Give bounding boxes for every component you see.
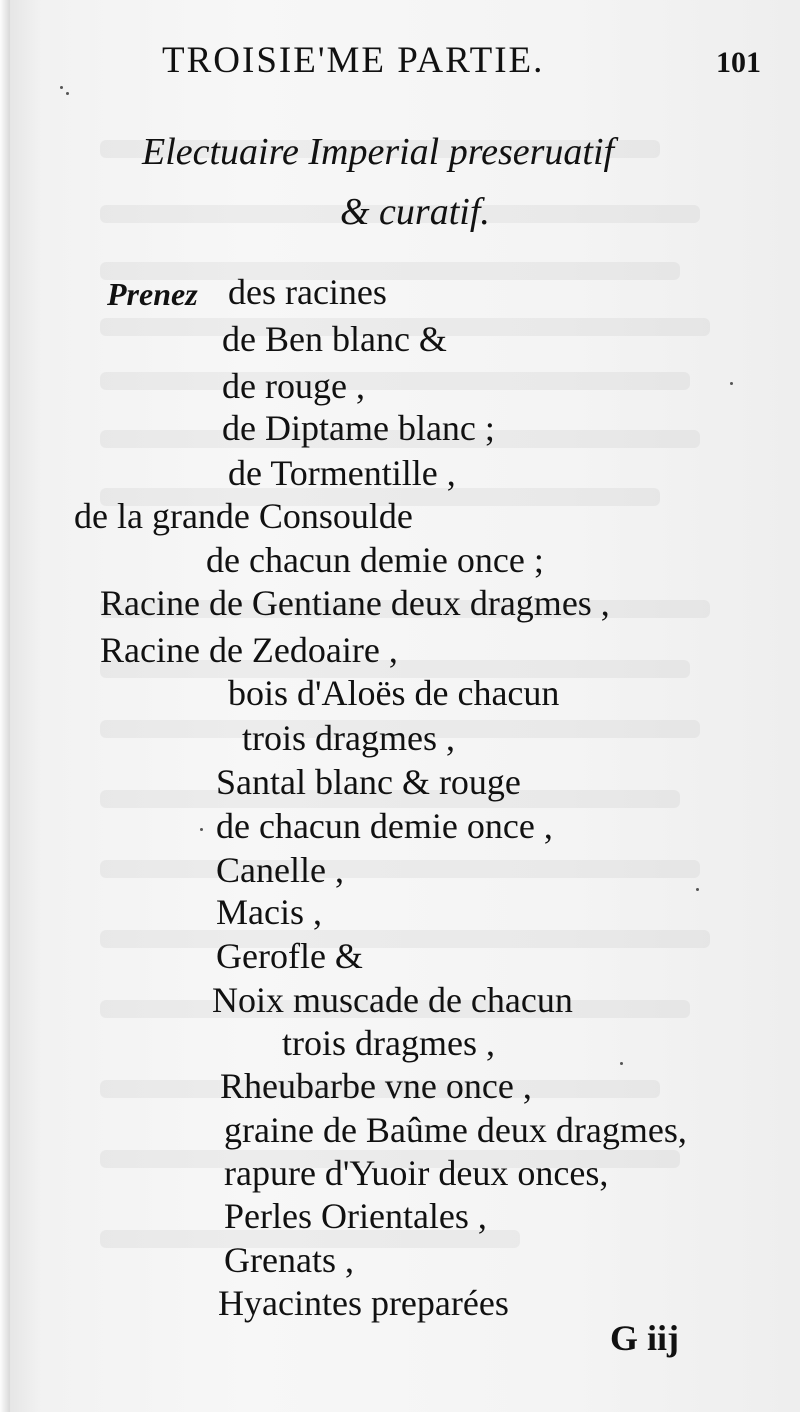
ingredient-line: Hyacintes preparées: [218, 1283, 509, 1323]
section-title-line-2: & curatif.: [340, 191, 490, 233]
ingredient-line: trois dragmes ,: [242, 718, 455, 758]
running-head: TROISIE'ME PARTIE.: [162, 40, 545, 81]
ingredient-line: Grenats ,: [224, 1240, 354, 1280]
page-number: 101: [716, 46, 761, 79]
page-gutter-edge: [0, 0, 10, 1412]
ingredient-line: Racine de Gentiane deux dragmes ,: [100, 583, 610, 623]
ingredient-line: Racine de Zedoaire ,: [100, 630, 398, 670]
recipe-lead-word: Prenez: [107, 276, 198, 312]
ingredient-line: de Diptame blanc ;: [222, 408, 495, 448]
ingredient-line: Gerofle &: [216, 936, 363, 976]
signature-mark: G iij: [610, 1318, 679, 1358]
section-title-line-1: Electuaire Imperial preseruatif: [142, 131, 615, 173]
ingredient-line: de chacun demie once ,: [216, 806, 553, 846]
ingredient-line: des racines: [228, 272, 387, 312]
ingredient-line: de Tormentille ,: [228, 453, 456, 493]
ingredient-line: Perles Orientales ,: [224, 1196, 487, 1236]
ingredient-line: de rouge ,: [222, 366, 365, 406]
ingredient-line: de chacun demie once ;: [206, 540, 544, 580]
ingredient-line: Canelle ,: [216, 850, 344, 890]
ingredient-line: rapure d'Yuoir deux onces,: [224, 1153, 609, 1193]
ingredient-line: graine de Baûme deux dragmes,: [224, 1110, 687, 1150]
ingredient-line: Santal blanc & rouge: [216, 762, 521, 802]
ingredient-line: bois d'Aloës de chacun: [228, 673, 560, 713]
book-page: [10, 0, 800, 1412]
ingredient-line: Noix muscade de chacun: [212, 980, 573, 1020]
ingredient-line: Rheubarbe vne once ,: [220, 1066, 532, 1106]
ingredient-line: trois dragmes ,: [282, 1023, 495, 1063]
ingredient-line: de Ben blanc &: [222, 319, 447, 359]
ingredient-line: Macis ,: [216, 892, 322, 932]
ingredient-line: de la grande Consoulde: [74, 496, 413, 536]
